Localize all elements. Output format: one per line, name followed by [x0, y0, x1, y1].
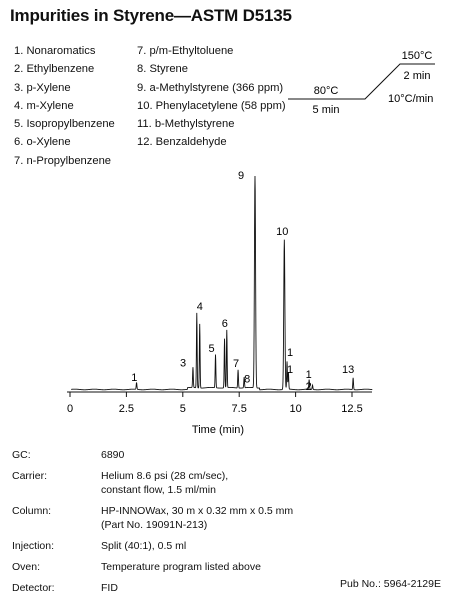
initial-hold-label: 5 min [312, 104, 340, 116]
param-label: Oven: [12, 561, 41, 573]
peak-label: 6 [221, 318, 228, 331]
peak-label: 4 [196, 301, 203, 314]
peak-label: 9 [237, 170, 245, 182]
param-row [12, 539, 321, 553]
peak-list-item: 12. Benzaldehyde [137, 136, 227, 149]
initial-temp-label: 80°C [313, 85, 339, 97]
x-tick-label: 0 [66, 403, 74, 415]
peak-list-item: 7. n-Propylbenzene [14, 154, 112, 167]
param-value-line: Helium 8.6 psi (28 cm/sec), [101, 470, 229, 482]
peak-label: 13 [341, 364, 355, 377]
peak-label: 1 [286, 347, 294, 359]
final-hold-label: 2 min [403, 70, 431, 82]
peak-label: 1 [305, 369, 312, 381]
param-value [101, 448, 321, 462]
param-value [101, 469, 321, 497]
param-row [12, 560, 321, 574]
x-tick-label: 2.5 [118, 403, 135, 415]
param-value [101, 581, 321, 595]
peak-list-item: 5. Isopropylbenzene [14, 118, 115, 131]
peak-list-item: 7. p/m-Ethyltoluene [137, 45, 234, 57]
peak-list-item: 3. p-Xylene [14, 81, 71, 94]
x-tick-label: 12.5 [341, 403, 363, 415]
peak-label: 2 [305, 381, 312, 393]
param-value [101, 504, 321, 532]
peak-list-item: 10. Phenylacetylene (58 ppm) [137, 99, 286, 112]
temperature-program-diagram [280, 44, 445, 124]
param-value-line: (Part No. 19091N-213) [101, 519, 208, 531]
param-row [12, 504, 321, 532]
final-temp-label: 150°C [401, 50, 433, 62]
peak-list-right [137, 42, 286, 152]
ramp-rate-label: 10°C/min [388, 93, 434, 105]
peak-label: 7 [233, 357, 240, 370]
param-row [12, 448, 321, 462]
chromatogram-trace [71, 176, 372, 390]
param-value [101, 539, 321, 553]
peak-label: 10 [276, 226, 289, 239]
param-value-line: HP-INNOWax, 30 m x 0.32 mm x 0.5 mm [101, 505, 294, 517]
peak-list-left [14, 42, 115, 170]
chromatogram-chart [0, 168, 455, 443]
x-tick-label: 10 [289, 403, 302, 415]
param-value-line: Temperature program listed above [101, 561, 261, 573]
peak-list-item: 6. o-Xylene [14, 136, 71, 149]
param-value [101, 560, 321, 574]
peak-list-item: 11. b-Methylstyrene [137, 118, 235, 131]
page-title: Impurities in Styrene—ASTM D5135 [10, 6, 292, 25]
x-tick-label: 5 [179, 403, 186, 415]
peak-label: 8 [244, 373, 251, 386]
peak-list-item: 2. Ethylbenzene [14, 63, 95, 76]
peak-label: 1 [286, 364, 294, 376]
param-label: Column: [12, 505, 52, 517]
peak-list-item: 8. Styrene [137, 63, 188, 76]
gc-parameters-table [12, 448, 321, 602]
peak-list-item: 1. Nonaromatics [14, 45, 96, 57]
param-value-line: 6890 [101, 449, 125, 461]
param-label: Carrier: [12, 470, 48, 482]
publication-number: Pub No.: 5964-2129E [340, 578, 441, 590]
x-axis-label: Time (min) [191, 424, 245, 436]
peak-list-item: 9. a-Methylstyrene (366 ppm) [137, 81, 284, 94]
peak-label: 3 [179, 357, 187, 370]
x-tick-label: 7.5 [231, 403, 247, 415]
peak-label: 5 [208, 342, 215, 355]
peak-list-item: 4. m-Xylene [14, 99, 74, 112]
param-value-line: Split (40:1), 0.5 ml [101, 540, 187, 552]
param-label: Injection: [12, 540, 55, 552]
param-label: GC: [12, 449, 31, 461]
param-label: Detector: [12, 582, 55, 594]
param-row [12, 469, 321, 497]
param-row [12, 581, 321, 595]
param-value-line: constant flow, 1.5 ml/min [101, 484, 216, 496]
peak-label: 1 [131, 372, 138, 384]
param-value-line: FID [101, 582, 118, 594]
